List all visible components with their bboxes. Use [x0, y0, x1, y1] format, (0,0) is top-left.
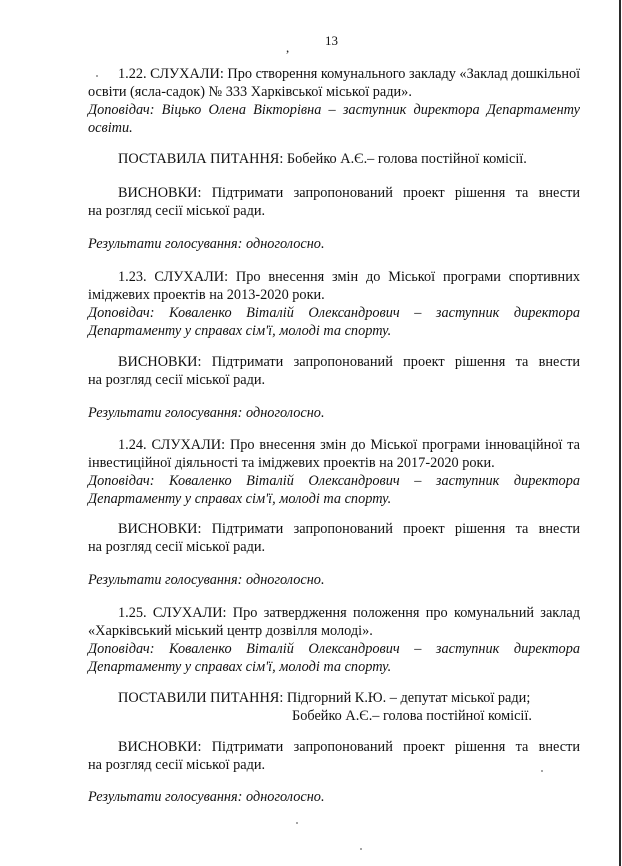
page-number: 13 [325, 33, 338, 48]
item-1-24-conclusion-line-1: ВИСНОВКИ: Підтримати запропонований проект рішення та внести [118, 521, 580, 537]
scan-speck [96, 75, 98, 77]
item-1-23-speaker-line-2: Департаменту у справах сім'ї, молоді та спорту. [88, 323, 392, 339]
item-1-23-conclusion-line-2: на розгляд сесії міської ради. [88, 372, 266, 388]
item-1-25-heading-line-1: 1.25. СЛУХАЛИ: Про затвердження положення про комунальний заклад [118, 605, 580, 621]
item-1-24-speaker-line-1: Доповідач: Коваленко Віталій Олександрович – заступник директора [88, 473, 580, 489]
item-1-22-heading-line-2: освіти (ясла-садок) № 333 Харківської міської ради». [88, 84, 412, 100]
item-1-22-heading-line-1: 1.22. СЛУХАЛИ: Про створення комунального закладу «Заклад дошкільної [118, 66, 581, 82]
scan-speck [541, 770, 543, 772]
item-1-22-speaker-line-2: освіти. [88, 120, 133, 136]
item-1-24-heading-line-2: інвестиційної діяльності та іміджевих проектів на 2017-2020 роки. [88, 455, 495, 471]
scan-edge-line [619, 0, 621, 866]
item-1-24-vote-result: Результати голосування: одноголосно. [88, 572, 325, 588]
item-1-23-speaker-line-1: Доповідач: Коваленко Віталій Олександрович – заступник директора [88, 305, 580, 321]
item-1-25-vote-result: Результати голосування: одноголосно. [88, 789, 325, 805]
item-1-25-conclusion-line-2: на розгляд сесії міської ради. [88, 757, 266, 773]
item-1-25-heading-line-2: «Харківський міський центр дозвілля молоді». [88, 623, 373, 639]
item-1-23-heading-line-1: 1.23. СЛУХАЛИ: Про внесення змін до Міської програми спортивних [118, 269, 580, 285]
item-1-22-raised-by: ПОСТАВИЛА ПИТАННЯ: Бобейко А.Є.– голова постійної комісії. [118, 151, 527, 167]
item-1-22-conclusion-line-1: ВИСНОВКИ: Підтримати запропонований проект рішення та внести [118, 185, 580, 201]
item-1-25-conclusion-line-1: ВИСНОВКИ: Підтримати запропонований проект рішення та внести [118, 739, 580, 755]
item-1-24-speaker-line-2: Департаменту у справах сім'ї, молоді та спорту. [88, 491, 392, 507]
item-1-23-vote-result: Результати голосування: одноголосно. [88, 405, 325, 421]
item-1-23-heading-line-2: іміджевих проектів на 2013-2020 роки. [88, 287, 325, 303]
item-1-25-raised-by-line-2: Бобейко А.Є.– голова постійної комісії. [292, 708, 532, 724]
item-1-25-speaker-line-2: Департаменту у справах сім'ї, молоді та спорту. [88, 659, 392, 675]
scan-speck [360, 848, 362, 850]
item-1-23-conclusion-line-1: ВИСНОВКИ: Підтримати запропонований проект рішення та внести [118, 354, 580, 370]
item-1-22-vote-result: Результати голосування: одноголосно. [88, 236, 325, 252]
item-1-22-speaker-line-1: Доповідач: Віцько Олена Вікторівна – заступник директора Департаменту [88, 102, 580, 118]
item-1-24-heading-line-1: 1.24. СЛУХАЛИ: Про внесення змін до Міської програми інноваційної та [118, 437, 580, 453]
scan-speck [296, 822, 298, 824]
item-1-25-speaker-line-1: Доповідач: Коваленко Віталій Олександрович – заступник директора [88, 641, 580, 657]
item-1-22-conclusion-line-2: на розгляд сесії міської ради. [88, 203, 266, 219]
stray-mark: , [286, 40, 290, 55]
item-1-24-conclusion-line-2: на розгляд сесії міської ради. [88, 539, 266, 555]
item-1-25-raised-by-line-1: ПОСТАВИЛИ ПИТАННЯ: Підгорний К.Ю. – депутат міської ради; [118, 690, 531, 706]
